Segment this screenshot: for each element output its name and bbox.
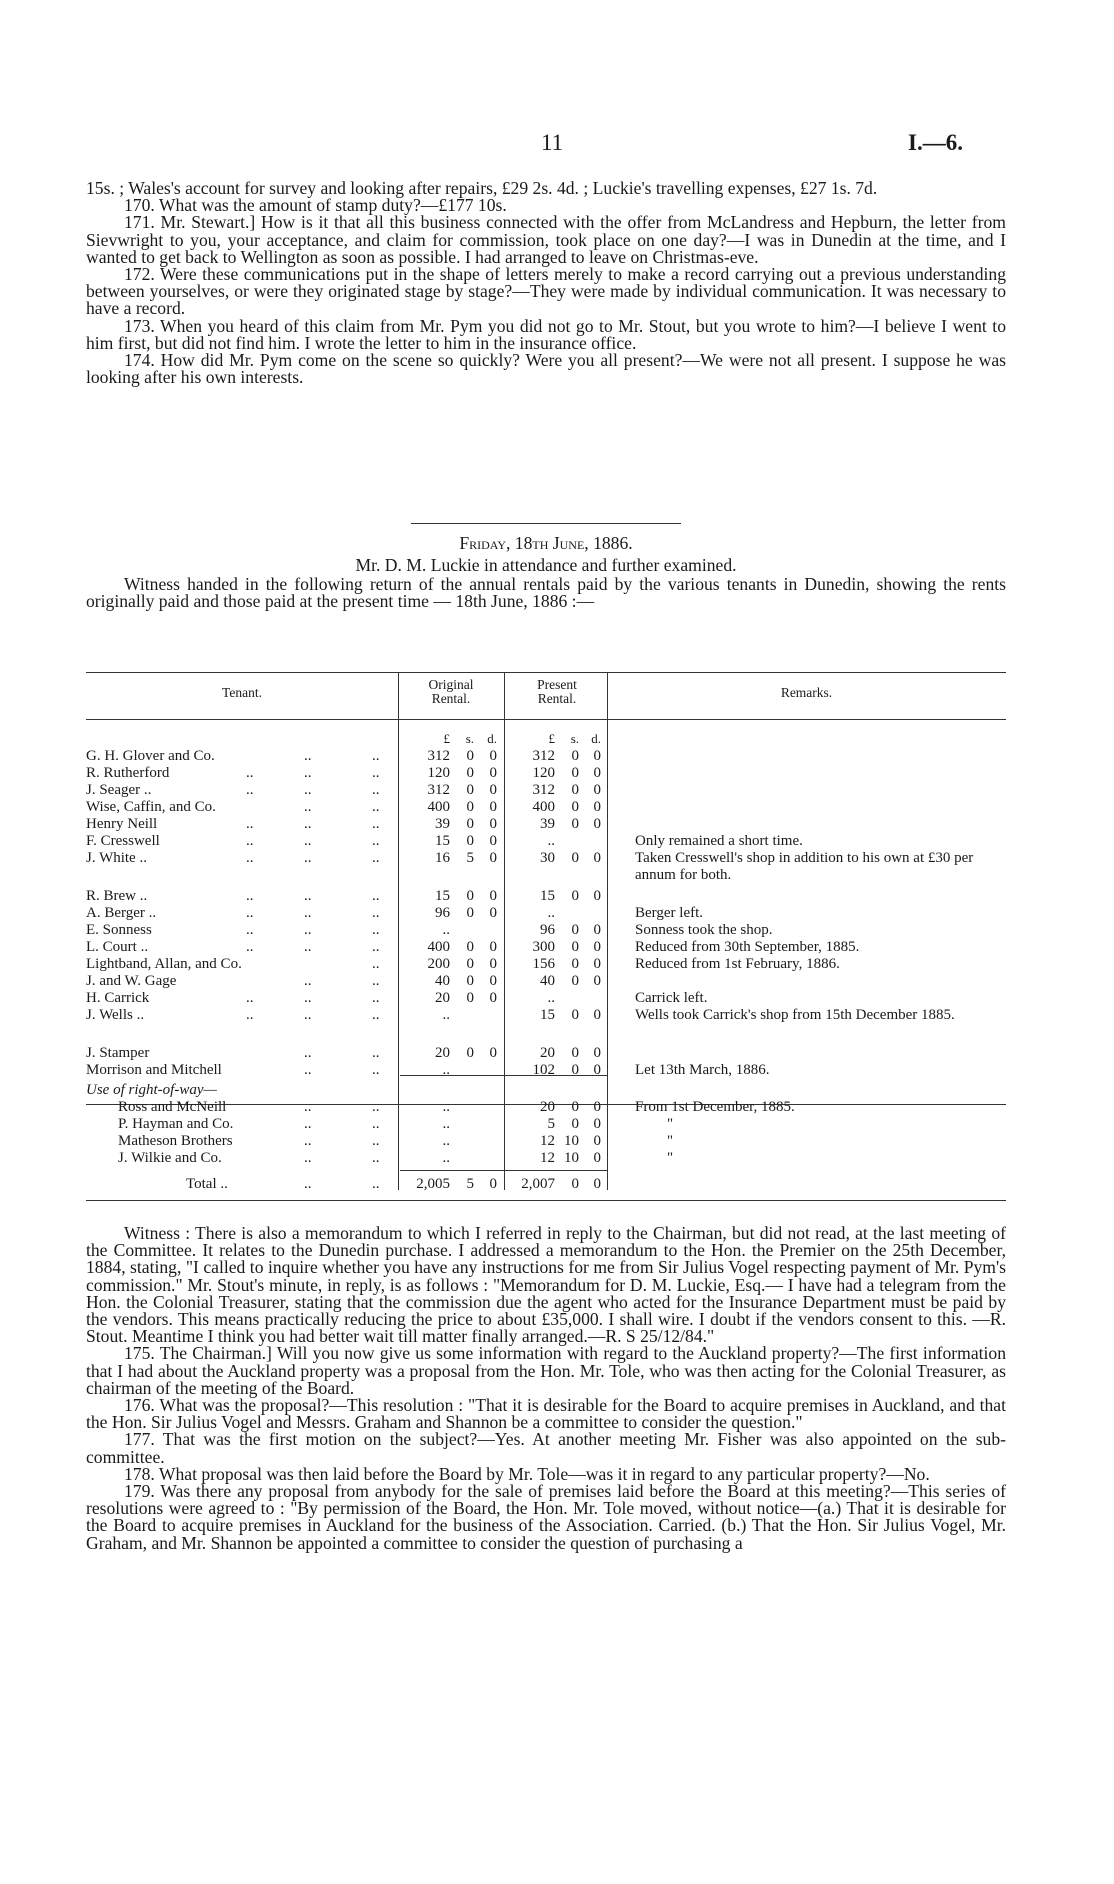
- original-pence: 0: [489, 973, 497, 989]
- original-pounds: 40: [435, 973, 450, 989]
- original-pounds: 400: [427, 799, 450, 815]
- original-shillings: 0: [466, 888, 474, 904]
- original-pence: 0: [489, 1045, 497, 1061]
- attendance-line: Mr. D. M. Luckie in attendance and further examined.: [355, 555, 737, 575]
- present-shillings: 0: [571, 748, 579, 764]
- paragraph: 174. How did Mr. Pym come on the scene so quickly? Were you all present?—We were not all present. I suppose he was looking after his own interests.: [86, 350, 1006, 388]
- original-shillings: 0: [466, 748, 474, 764]
- present-pounds: 312: [532, 782, 555, 798]
- original-pounds: 400: [427, 939, 450, 955]
- original-pounds: 15: [435, 833, 450, 849]
- original-shillings: 0: [466, 990, 474, 1006]
- present-shillings: 0: [571, 799, 579, 815]
- unit-pence: d.: [487, 731, 497, 746]
- paragraph: 173. When you heard of this claim from Mr. Pym you did not go to Mr. Stout, but you wrote to him?—I believe I went to him first, but did not find him. I wrote the letter to him in the insurance office.: [86, 315, 1006, 353]
- present-pounds: 40: [540, 973, 555, 989]
- original-pounds: ..: [442, 1116, 450, 1132]
- present-pence: 0: [593, 1099, 601, 1115]
- paragraph: 170. What was the amount of stamp duty?—£177 10s.: [124, 195, 507, 216]
- present-shillings: 0: [571, 1062, 579, 1078]
- present-pence: 0: [593, 1133, 601, 1149]
- table-row: J. Wilkie and Co. .. .. .. 12 10 0 ": [118, 1150, 674, 1166]
- paragraph: 171. Mr. Stewart.] How is it that all this business connected with the offer from McLandress and Hepburn, the letter from Sievwright to you, your acceptance, and claim for commission, took place on one day?—I was in Dunedin at the time, and I wanted to get back to Wellington as soon as possible. I had arranged to leave on Christmas-eve.: [86, 212, 1006, 267]
- table-row: Morrison and Mitchell .. .. .. 102 0 0 Let 13th March, 1886.: [86, 1062, 770, 1078]
- present-pence: 0: [593, 748, 601, 764]
- present-shillings: 0: [571, 956, 579, 972]
- table-row: J. and W. Gage .. .. 40 0 0 40 0 0: [86, 973, 601, 989]
- table-row: L. Court .. .. .. .. 400 0 0 300 0 0 Reduced from 30th September, 1885.: [86, 939, 860, 955]
- page-number: 11: [541, 130, 564, 155]
- top-paragraphs: [86, 180, 1006, 386]
- original-pence: 0: [489, 888, 497, 904]
- unit-pounds: £: [548, 731, 555, 746]
- tenant-name: J. Wells ..: [86, 1007, 145, 1023]
- session-heading: [86, 532, 1006, 610]
- unit-shillings: s.: [465, 731, 474, 746]
- original-shillings: 0: [466, 816, 474, 832]
- original-shillings: 0: [466, 939, 474, 955]
- present-pounds: ..: [547, 990, 555, 1006]
- tenant-name: F. Cresswell: [86, 833, 160, 849]
- total-present-pence: 0: [593, 1176, 601, 1192]
- original-pence: 0: [489, 816, 497, 832]
- tenant-name: J. Wilkie and Co.: [118, 1150, 222, 1166]
- table-row: E. Sonness .. .. .. .. 96 0 0 Sonness took the shop.: [86, 922, 773, 938]
- present-shillings: 0: [571, 782, 579, 798]
- remark: Carrick left.: [635, 990, 708, 1006]
- table-row: R. Rutherford .. .. .. 120 0 0 120 0 0: [86, 765, 601, 781]
- original-pence: 0: [489, 748, 497, 764]
- header-tenant: Tenant.: [222, 685, 262, 700]
- tenant-name: Henry Neill: [86, 816, 158, 832]
- present-pounds: 156: [532, 956, 555, 972]
- tenant-name: H. Carrick: [86, 990, 150, 1006]
- original-pounds: ..: [442, 1062, 450, 1078]
- present-pounds: 12: [540, 1150, 555, 1166]
- present-shillings: 0: [571, 816, 579, 832]
- present-pounds: 15: [540, 888, 555, 904]
- document-reference: I.—6.: [908, 130, 963, 155]
- unit-pence: d.: [591, 731, 601, 746]
- date-heading: Friday, 18th June, 1886.: [459, 533, 633, 553]
- table-row: Wise, Caffin, and Co. .. .. 400 0 0 400 0 0: [86, 799, 601, 815]
- original-pounds: ..: [442, 922, 450, 938]
- original-pence: 0: [489, 799, 497, 815]
- present-pence: 0: [593, 939, 601, 955]
- total-original-pounds: 2,005: [416, 1176, 450, 1192]
- present-shillings: 0: [571, 850, 579, 866]
- tenant-name: J. Stamper: [86, 1045, 150, 1061]
- present-pounds: 312: [532, 748, 555, 764]
- table-row: F. Cresswell .. .. .. 15 0 0 .. Only remained a short time.: [86, 833, 803, 849]
- original-pounds: 39: [435, 816, 450, 832]
- table-row: Ross and McNeill .. .. .. 20 0 0 From 1st December, 1885.: [118, 1099, 795, 1115]
- paragraph: 172. Were these communications put in the shape of letters merely to make a record carrying out a previous understanding between yourselves, or were they originated stage by stage?—They were made by individual communication. It was necessary to have a record.: [86, 264, 1006, 319]
- tenant-name: J. Seager ..: [86, 782, 152, 798]
- present-pence: 0: [593, 922, 601, 938]
- present-shillings: 10: [564, 1150, 579, 1166]
- original-shillings: 0: [466, 765, 474, 781]
- bottom-paragraphs: [86, 1225, 1006, 1552]
- present-pence: 0: [593, 888, 601, 904]
- remark: Wells took Carrick's shop from 15th December 1885.: [635, 1007, 955, 1023]
- present-pounds: 12: [540, 1133, 555, 1149]
- original-shillings: 5: [466, 850, 474, 866]
- original-shillings: 0: [466, 782, 474, 798]
- paragraph: 177. That was the first motion on the subject?—Yes. At another meeting Mr. Fisher was also appointed on the sub-committee.: [86, 1429, 1006, 1467]
- present-shillings: 0: [571, 1007, 579, 1023]
- tenant-name: J. White ..: [86, 850, 147, 866]
- table-row: Lightband, Allan, and Co. .. 200 0 0 156 0 0 Reduced from 1st February, 1886.: [86, 956, 840, 972]
- original-pence: 0: [489, 850, 497, 866]
- present-shillings: 10: [564, 1133, 579, 1149]
- remark: Reduced from 1st February, 1886.: [635, 956, 840, 972]
- original-pence: 0: [489, 956, 497, 972]
- original-pence: 0: [489, 833, 497, 849]
- paragraph: Witness : There is also a memorandum to which I referred in reply to the Chairman, but did not read, at the last meeting of the Committee. It relates to the Dunedin purchase. I addressed a memorandum to the Hon. the Premier on the 25th December, 1884, stating, "I called to inquire whether you have any instructions for me from Sir Julius Vogel respecting payment of Mr. Pym's commission." Mr. Stout's minute, in reply, is as follows : "Memorandum for D. M. Luckie, Esq.— I have had a telegram from the Hon. the Colonial Treasurer, stating that the commission due the agent who acted for the Insurance Department must be paid by the vendors. This means practically reducing the price to about £35,000. I shall wire. I doubt if the vendors consent to this. —R. Stout. Meantime I think you had better wait till matter finally arranged.—R. S 25/12/84.": [86, 1223, 1006, 1347]
- present-pence: 0: [593, 1062, 601, 1078]
- original-pounds: ..: [442, 1133, 450, 1149]
- original-shillings: 0: [466, 799, 474, 815]
- remark: Sonness took the shop.: [635, 922, 773, 938]
- original-pounds: ..: [442, 1150, 450, 1166]
- original-pounds: 20: [435, 990, 450, 1006]
- ditto-mark: ": [667, 1116, 674, 1132]
- remark: Taken Cresswell's shop in addition to his own at £30 per annum for both.: [635, 850, 974, 883]
- original-pounds: ..: [442, 1007, 450, 1023]
- original-pence: 0: [489, 905, 497, 921]
- remark: Reduced from 30th September, 1885.: [635, 939, 860, 955]
- present-pence: 0: [593, 799, 601, 815]
- present-pence: 0: [593, 782, 601, 798]
- present-pounds: 300: [532, 939, 555, 955]
- paragraph: 175. The Chairman.] Will you now give us some information with regard to the Auckland property?—The first information that I had about the Auckland property was a proposal from the Hon. Mr. Tole, who was then acting for the Colonial Treasurer, as chairman of the meeting of the Board.: [86, 1343, 1006, 1398]
- present-pounds: 120: [532, 765, 555, 781]
- original-pounds: ..: [442, 1099, 450, 1115]
- tenant-name: Wise, Caffin, and Co.: [86, 799, 216, 815]
- tenant-name: L. Court ..: [86, 939, 149, 955]
- header-remarks: Remarks.: [780, 685, 833, 700]
- tenant-name: R. Brew ..: [86, 888, 148, 904]
- remark: Only remained a short time.: [635, 833, 803, 849]
- tenant-name: E. Sonness: [86, 922, 152, 938]
- present-pence: 0: [593, 1116, 601, 1132]
- table-row: [86, 1082, 1006, 1099]
- original-shillings: 0: [466, 905, 474, 921]
- present-pounds: 102: [532, 1062, 555, 1078]
- table-row: J. White .. .. .. .. 16 5 0 30 0 0 Taken Cresswell's shop in addition to his own at £30 per annum for both.: [86, 850, 1006, 867]
- present-pence: 0: [593, 973, 601, 989]
- table-row: R. Brew .. .. .. .. 15 0 0 15 0 0: [86, 888, 601, 904]
- total-present-shillings: 0: [571, 1176, 579, 1192]
- present-pounds: 5: [547, 1116, 555, 1132]
- original-pence: 0: [489, 765, 497, 781]
- present-pounds: 20: [540, 1045, 555, 1061]
- table-row: Matheson Brothers .. .. .. 12 10 0 ": [118, 1133, 674, 1149]
- present-pence: 0: [593, 956, 601, 972]
- original-pounds: 312: [427, 748, 450, 764]
- total-label: Total ..: [186, 1176, 228, 1192]
- total-original-shillings: 5: [466, 1176, 474, 1192]
- present-shillings: 0: [571, 922, 579, 938]
- present-pounds: ..: [547, 833, 555, 849]
- present-pence: 0: [593, 1007, 601, 1023]
- original-pence: 0: [489, 939, 497, 955]
- present-pounds: 30: [540, 850, 555, 866]
- present-pounds: ..: [547, 905, 555, 921]
- present-shillings: 0: [571, 1045, 579, 1061]
- tenant-name: Ross and McNeill: [118, 1099, 227, 1115]
- tenant-name: Lightband, Allan, and Co.: [86, 956, 242, 972]
- original-shillings: 0: [466, 973, 474, 989]
- table-row: P. Hayman and Co. .. .. .. 5 0 0 ": [118, 1116, 674, 1132]
- unit-pounds: £: [443, 731, 450, 746]
- present-pounds: 400: [532, 799, 555, 815]
- original-pounds: 20: [435, 1045, 450, 1061]
- tenant-name: G. H. Glover and Co.: [86, 748, 215, 764]
- total-original-pence: 0: [489, 1176, 497, 1192]
- paragraph: 179. Was there any proposal from anybody for the sale of premises laid before the Board at this meeting?—This series of resolutions were agreed to : "By permission of the Board, the Hon. Mr. Tole moved, without notice—(a.) That it is desirable for the Board to acquire premises in Auckland for the business of the Association. Carried. (b.) That the Hon. Sir Julius Vogel, Mr. Graham, and Mr. Shannon be appointed a committee to consider the question of purchasing a: [86, 1481, 1006, 1553]
- original-shillings: 0: [466, 1045, 474, 1061]
- original-pence: 0: [489, 990, 497, 1006]
- tenant-name: P. Hayman and Co.: [118, 1116, 234, 1132]
- present-shillings: 0: [571, 1116, 579, 1132]
- tenant-name: A. Berger ..: [86, 905, 157, 921]
- original-pounds: 200: [427, 956, 450, 972]
- original-pounds: 15: [435, 888, 450, 904]
- ditto-mark: ": [667, 1133, 674, 1149]
- remark: Let 13th March, 1886.: [635, 1062, 770, 1078]
- unit-shillings: s.: [570, 731, 579, 746]
- present-pounds: 15: [540, 1007, 555, 1023]
- table-row: J. Stamper .. .. 20 0 0 20 0 0: [86, 1045, 601, 1061]
- original-shillings: 0: [466, 833, 474, 849]
- present-shillings: 0: [571, 888, 579, 904]
- present-shillings: 0: [571, 939, 579, 955]
- original-pounds: 96: [435, 905, 450, 921]
- present-pence: 0: [593, 850, 601, 866]
- present-pence: 0: [593, 765, 601, 781]
- original-shillings: 0: [466, 956, 474, 972]
- tenant-name: Matheson Brothers: [118, 1133, 233, 1149]
- table-row: J. Seager .. .. .. .. 312 0 0 312 0 0: [86, 782, 601, 798]
- total-present-pounds: 2,007: [521, 1176, 555, 1192]
- table-row: Henry Neill .. .. .. 39 0 0 39 0 0: [86, 816, 601, 832]
- ditto-mark: ": [667, 1150, 674, 1166]
- table-row: A. Berger .. .. .. .. 96 0 0 .. Berger left.: [86, 905, 704, 921]
- tenant-name: Morrison and Mitchell: [86, 1062, 222, 1078]
- tenant-name: R. Rutherford: [86, 765, 170, 781]
- paragraph: 15s. ; Wales's account for survey and looking after repairs, £29 2s. 4d. ; Luckie's travelling expenses, £27 1s. 7d.: [86, 178, 878, 198]
- original-pounds: 120: [427, 765, 450, 781]
- present-shillings: 0: [571, 973, 579, 989]
- table-row: H. Carrick .. .. .. 20 0 0 .. Carrick left.: [86, 990, 708, 1006]
- present-shillings: 0: [571, 765, 579, 781]
- header-original-rental: Original Rental.: [428, 677, 474, 706]
- present-pence: 0: [593, 1045, 601, 1061]
- tenant-name: Use of right-of-way—: [86, 1082, 217, 1098]
- original-pounds: 16: [435, 850, 450, 866]
- present-pence: 0: [593, 816, 601, 832]
- tenant-name: J. and W. Gage: [86, 973, 177, 989]
- total-row: Total .. .. .. 2,005 5 0 2,007 0 0: [186, 1176, 601, 1192]
- table-row: J. Wells .. .. .. .. .. 15 0 0 Wells took Carrick's shop from 15th December 1885.: [86, 1007, 1006, 1024]
- present-pounds: 39: [540, 816, 555, 832]
- witness-intro: Witness handed in the following return of the annual rentals paid by the various tenants in Dunedin, showing the rents originally paid and those paid at the present time — 18th June, 1886 :—: [86, 574, 1006, 612]
- present-shillings: 0: [571, 1099, 579, 1115]
- present-pounds: 20: [540, 1099, 555, 1115]
- original-pounds: 312: [427, 782, 450, 798]
- present-pounds: 96: [540, 922, 555, 938]
- section-divider: [411, 523, 681, 524]
- remark: From 1st December, 1885.: [635, 1099, 795, 1115]
- present-pence: 0: [593, 1150, 601, 1166]
- table-row: G. H. Glover and Co. .. .. 312 0 0 312 0 0: [86, 748, 601, 764]
- paragraph: 176. What was the proposal?—This resolution : "That it is desirable for the Board to acquire premises in Auckland, and that the Hon. Sir Julius Vogel and Messrs. Graham and Shannon be a committee to consider the question.": [86, 1395, 1006, 1433]
- header-present-rental: Present Rental.: [537, 677, 577, 706]
- remark: Berger left.: [635, 905, 704, 921]
- original-pence: 0: [489, 782, 497, 798]
- paragraph: 178. What proposal was then laid before the Board by Mr. Tole—was it in regard to any particular property?—No.: [124, 1463, 930, 1484]
